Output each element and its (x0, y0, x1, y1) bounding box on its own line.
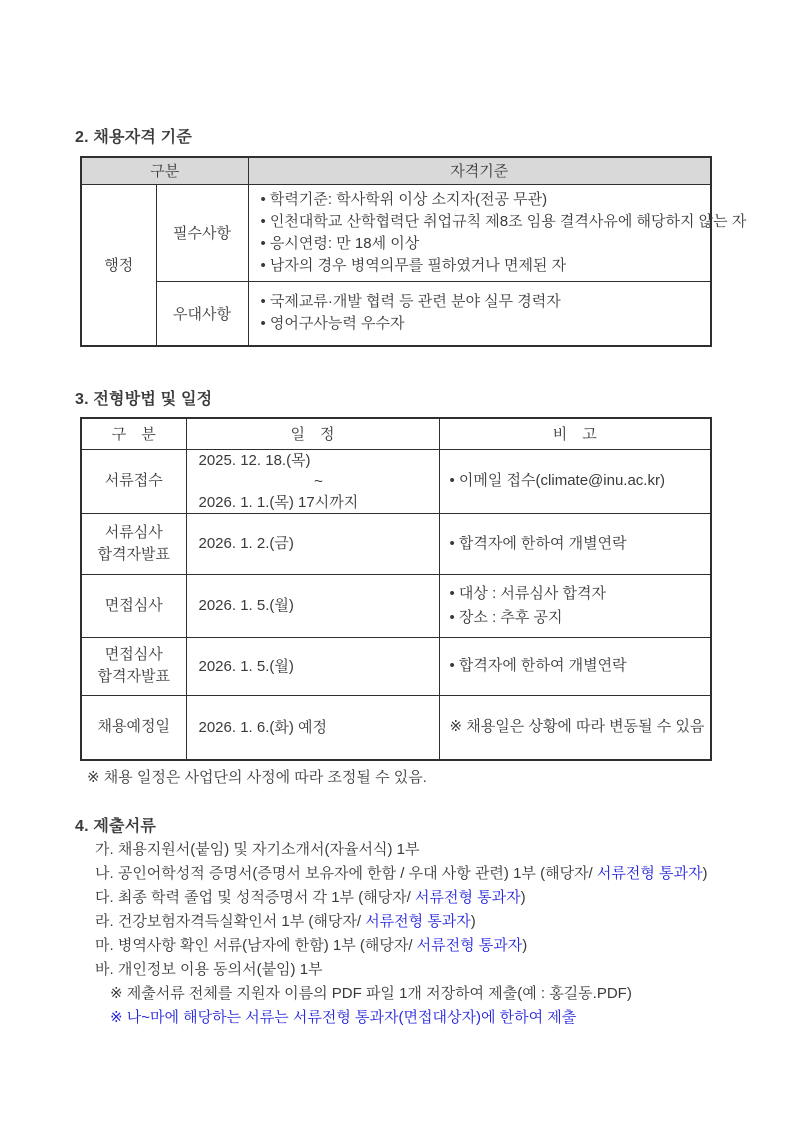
schedule-category (81, 695, 186, 760)
qualification-table (80, 156, 747, 347)
doc-line (95, 910, 755, 934)
section-2-title: 2. 채용자격 기준 (75, 129, 192, 146)
bullet-line (261, 313, 705, 335)
highlight-text: 서류전형 통과자 (416, 937, 523, 954)
text-segment: • 남자의 경우 병역의무를 필하였거나 면제된 자 (260, 256, 567, 274)
qual-preferred-row (81, 281, 711, 346)
highlight-text: 서류전형 통과자 (365, 913, 471, 930)
schedule-category (81, 574, 186, 637)
category-line (82, 644, 186, 666)
text-segment: • 합격자에 한하여 개별연락 (449, 534, 627, 552)
schedule-category (81, 637, 186, 695)
text-segment: 나. 공인어학성적 증명서(증명서 보유자에 한함 / 우대 사항 관련) 1부 (해당자/ (95, 865, 597, 882)
schedule-header-remark: 비 고 (439, 418, 711, 449)
doc-line (95, 862, 755, 886)
category-line (82, 716, 186, 738)
schedule-dates (186, 637, 439, 695)
submission-document-list (95, 838, 755, 1030)
remark-line (450, 582, 711, 606)
schedule-remarks (439, 695, 711, 760)
doc-line (95, 886, 755, 910)
text-segment: ※ 제출서류 전체를 지원자 이름의 PDF 파일 1개 저장하여 제출(예 : 홍길동.PDF) (110, 985, 632, 1002)
date-line (199, 533, 439, 554)
schedule-header-category: 구 분 (81, 418, 186, 449)
text-segment: 가. 채용지원서(붙임) 및 자기소개서(자율서식) 1부 (95, 841, 420, 858)
text-segment: • 합격자에 한하여 개별연락 (449, 657, 627, 674)
text-segment: ) (520, 889, 526, 906)
qual-header-category: 구분 (81, 157, 248, 184)
category-line (82, 666, 186, 688)
section-3-title: 3. 전형방법 및 일정 (75, 391, 213, 408)
bullet-line (261, 255, 705, 277)
schedule-row-doc-result (81, 513, 711, 574)
bullet-line (261, 291, 705, 313)
date-line (199, 595, 439, 616)
text-segment: ) (470, 913, 476, 930)
text-segment: ~ (314, 472, 323, 490)
text-segment: ※ 채용일은 상황에 따라 변동될 수 있음 (449, 718, 705, 736)
highlight-text: ※ 나~마에 해당하는 서류는 서류전형 통과자(면접대상자)에 한하여 제출 (110, 1009, 577, 1026)
text-segment: • 응시연령: 만 18세 이상 (260, 234, 420, 252)
doc-line (95, 934, 755, 958)
text-segment: ) (522, 937, 528, 954)
text-segment: 2026. 1. 6.(화) 예정 (198, 718, 328, 736)
text-segment: 다. 최종 학력 졸업 및 성적증명서 각 1부 (해당자/ (95, 889, 416, 906)
schedule-remarks (439, 449, 711, 513)
text-segment: 라. 건강보험자격득실확인서 1부 (해당자/ (95, 913, 366, 930)
schedule-row-hire-date (81, 695, 711, 760)
text-segment: 면접심사 (104, 596, 163, 614)
date-line (199, 450, 439, 471)
schedule-category (81, 513, 186, 574)
qual-preferred-items (248, 281, 711, 346)
bullet-line (260, 211, 747, 233)
schedule-dates (186, 695, 439, 760)
schedule-table (80, 417, 712, 761)
category-line (82, 544, 186, 566)
bullet-line (261, 189, 705, 211)
schedule-dates (186, 449, 439, 513)
schedule-row-interview-result (81, 637, 711, 695)
remark-line (450, 532, 711, 556)
text-segment: 면접심사 (104, 646, 163, 663)
qual-required-label: 필수사항 (156, 184, 248, 281)
text-segment: 2026. 1. 5.(월) (198, 657, 294, 675)
date-line (199, 492, 439, 513)
text-segment: • 국제교류·개발 협력 등 관련 분야 실무 경력자 (260, 293, 561, 311)
remark-line (450, 654, 711, 678)
qual-required-items (248, 184, 747, 281)
doc-line (95, 838, 755, 862)
date-line (199, 656, 439, 677)
text-segment: 합격자발표 (97, 545, 170, 563)
text-segment: • 대상 : 서류심사 합격자 (449, 584, 606, 602)
text-segment: 채용예정일 (97, 718, 170, 736)
text-segment: 2025. 12. 18.(목) (198, 451, 311, 469)
text-segment: ) (702, 865, 708, 882)
schedule-remarks (439, 637, 711, 695)
section-4-title: 4. 제출서류 (75, 818, 157, 835)
doc-line (110, 982, 755, 1006)
schedule-row-interview (81, 574, 711, 637)
category-line (82, 470, 186, 492)
bullet-line (261, 233, 705, 255)
schedule-footnote: ※ 채용 일정은 사업단의 사정에 따라 조정될 수 있음. (87, 769, 427, 786)
category-line (82, 522, 186, 544)
schedule-remarks (439, 574, 711, 637)
schedule-header-date: 일 정 (186, 418, 439, 449)
qual-header-criteria: 자격기준 (248, 157, 711, 184)
text-segment: 바. 개인정보 이용 동의서(붙임) 1부 (95, 961, 323, 978)
text-segment: 서류심사 (104, 523, 163, 541)
text-segment: 2026. 1. 1.(목) 17시까지 (198, 493, 359, 511)
schedule-dates (186, 513, 439, 574)
text-segment: • 인천대학교 산학협력단 취업규칙 제8조 임용 결격사유에 해당하지 않는 자 (260, 212, 747, 230)
text-segment: • 영어구사능력 우수자 (260, 315, 405, 333)
qual-preferred-label: 우대사항 (156, 281, 248, 346)
text-segment: 서류접수 (104, 472, 163, 489)
category-line (82, 595, 186, 617)
text-segment: 마. 병역사항 확인 서류(남자에 한함) 1부 (해당자/ (95, 937, 417, 954)
text-segment: 2026. 1. 5.(월) (198, 597, 294, 614)
qual-required-row (81, 184, 711, 281)
schedule-remarks (439, 513, 711, 574)
remark-line (450, 469, 711, 493)
schedule-row-application (81, 449, 711, 513)
highlight-text: 서류전형 통과자 (415, 889, 521, 906)
doc-line (95, 958, 755, 982)
text-segment: • 이메일 접수(climate@inu.ac.kr) (449, 472, 665, 489)
remark-line (450, 715, 711, 739)
qual-category-cell: 행정 (81, 184, 156, 346)
text-segment: • 장소 : 추후 공지 (449, 608, 563, 626)
date-line (199, 717, 439, 738)
text-segment: • 학력기준: 학사학위 이상 소지자(전공 무관) (260, 190, 548, 208)
remark-line (450, 606, 711, 630)
text-segment: 합격자발표 (97, 668, 170, 685)
schedule-dates (186, 574, 439, 637)
text-segment: 2026. 1. 2.(금) (198, 535, 294, 552)
schedule-category (81, 449, 186, 513)
schedule-table-header-row (81, 418, 711, 449)
highlight-text: 서류전형 통과자 (596, 865, 703, 882)
date-line (199, 471, 439, 492)
doc-line (110, 1006, 755, 1030)
qualification-table-header-row (81, 157, 711, 184)
